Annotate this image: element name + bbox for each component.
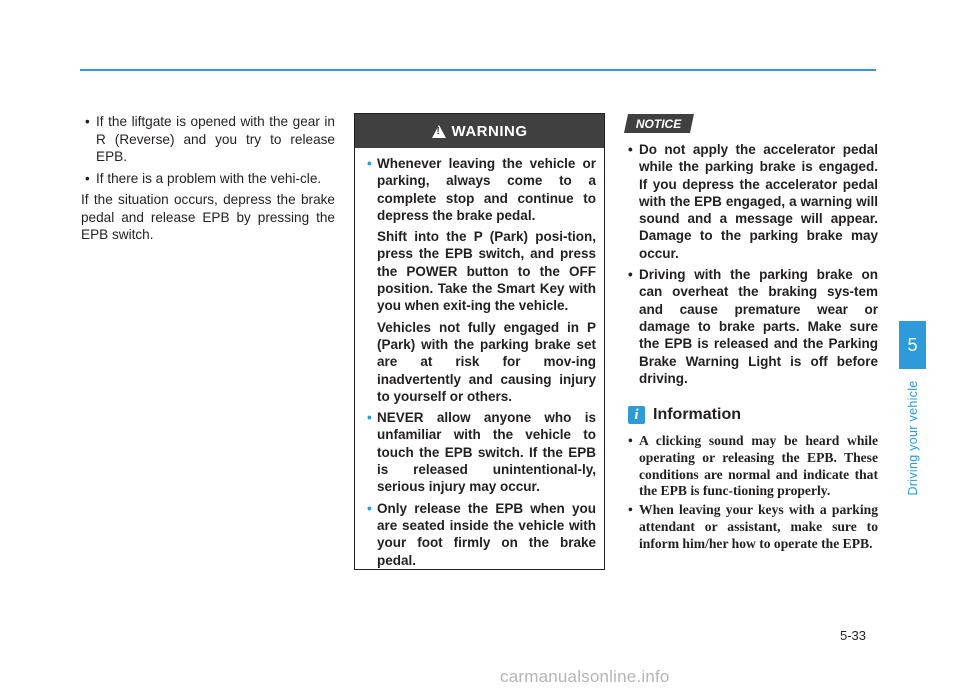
left-bullet: • If there is a problem with the vehi-cle.: [81, 170, 335, 188]
watermark: carmanualsonline.info: [500, 667, 670, 686]
information-title: Information: [653, 406, 741, 423]
chapter-label-text: Driving your vehicle: [906, 380, 920, 496]
chapter-tab: 5: [899, 321, 926, 369]
warning-item-text: Only release the EPB when you are seated inside the vehicle with your foot firmly on the brake pedal.: [377, 500, 596, 568]
left-paragraph: If the situation occurs, depress the brake pedal and release EPB by pressing the EPB switch.: [81, 192, 335, 242]
warning-item: [367, 155, 596, 224]
warning-header: [355, 114, 604, 148]
notice-column: [624, 141, 878, 391]
bullet-icon: •: [367, 410, 372, 426]
bullet-icon: •: [367, 500, 372, 516]
notice-label: NOTICE: [636, 116, 682, 131]
info-icon: i: [628, 406, 645, 424]
top-rule: [80, 69, 876, 71]
warning-item-text: NEVER allow anyone who is unfamiliar with the vehicle to touch the EPB switch. If the EPB is released unintentional-ly, serious injury may occur.: [377, 410, 596, 495]
information-item: • When leaving your keys with a parking attendant or assistant, make sure to inform him/her how to operate the EPB.: [624, 502, 878, 552]
information-header: [628, 406, 741, 424]
left-bullet: • If the liftgate is opened with the gear in R (Reverse) and you try to release EPB.: [81, 113, 335, 166]
warning-item: [367, 409, 596, 495]
page-number: 5-33: [840, 628, 867, 643]
chapter-label: [903, 372, 923, 504]
left-column: [81, 113, 335, 244]
warning-item: Vehicles not fully engaged in P (Park) with the parking brake set are at risk for mov-ing inadvertently and causing injury to yourself or others.: [377, 319, 596, 404]
notice-item: • Driving with the parking brake on can overheat the braking sys-tem and cause premature wear or damage to brake parts. Make sure the EPB is released and the Parking Brake Warning Light is off before driving.: [624, 266, 878, 387]
warning-triangle-icon: [432, 125, 446, 138]
warning-body: [355, 148, 604, 569]
information-item: • A clicking sound may be heard while operating or releasing the EPB. These conditions are normal and indicate that the EPB is func-tioning properly.: [624, 433, 878, 500]
warning-title: WARNING: [451, 122, 528, 140]
notice-badge: [624, 114, 694, 133]
warning-item-text: Whenever leaving the vehicle or parking, always come to a complete stop and continue to depress the brake pedal.: [377, 156, 596, 223]
bullet-icon: •: [367, 156, 372, 171]
notice-item: • Do not apply the accelerator pedal while the parking brake is engaged. If you depress the accelerator pedal with the EPB engaged, a warning will sound and a message will appear. Damage to the parking brake may occur.: [624, 141, 878, 262]
warning-box: [354, 113, 605, 570]
information-list: [624, 433, 878, 555]
warning-item: [367, 500, 596, 569]
warning-item: Shift into the P (Park) posi-tion, press the EPB switch, and press the POWER button to the OFF position. Take the Smart Key with you when exit-ing the vehicle.: [377, 229, 596, 314]
